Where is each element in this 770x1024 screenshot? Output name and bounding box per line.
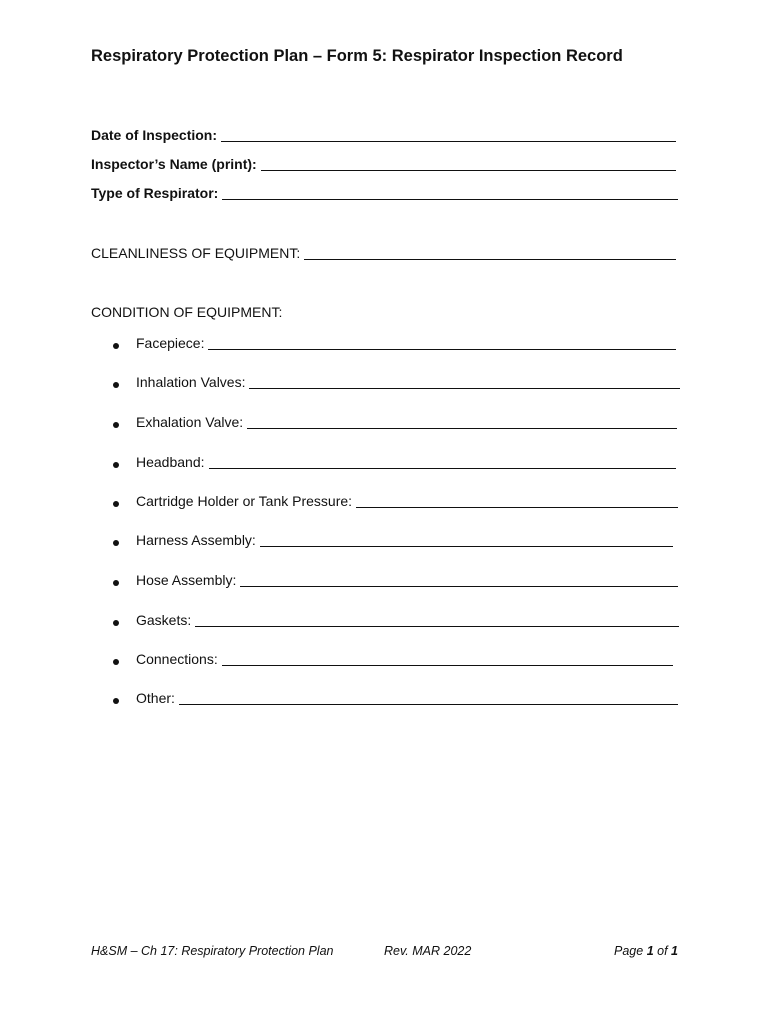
bullet-icon xyxy=(113,343,119,349)
condition-item-facepiece[interactable] xyxy=(136,332,676,352)
footer-page-number xyxy=(614,944,678,958)
footer-revision: Rev. MAR 2022 xyxy=(384,944,472,958)
date-of-inspection-line[interactable] xyxy=(221,127,676,142)
bullet-icon xyxy=(113,620,119,626)
footer-page-current: 1 xyxy=(646,944,654,958)
condition-item-line[interactable] xyxy=(195,612,679,627)
condition-item-line[interactable] xyxy=(179,690,678,705)
bullet-icon xyxy=(113,698,119,704)
date-of-inspection-field[interactable] xyxy=(91,124,676,144)
inspector-name-label: Inspector’s Name (print): xyxy=(91,156,257,172)
inspector-name-field[interactable] xyxy=(91,153,676,173)
respirator-type-line[interactable] xyxy=(222,185,678,200)
cleanliness-label: CLEANLINESS OF EQUIPMENT: xyxy=(91,245,301,261)
condition-item-label: Facepiece: xyxy=(136,335,205,351)
condition-item-inhalation-valves[interactable] xyxy=(136,371,680,391)
condition-item-harness-assembly[interactable] xyxy=(136,529,673,549)
condition-item-label: Headband: xyxy=(136,454,205,470)
footer-page-total: 1 xyxy=(671,944,678,958)
condition-item-label: Connections: xyxy=(136,651,218,667)
condition-item-label: Gaskets: xyxy=(136,612,192,628)
condition-heading: CONDITION OF EQUIPMENT: xyxy=(91,304,283,320)
condition-item-label: Harness Assembly: xyxy=(136,532,256,548)
condition-item-label: Exhalation Valve: xyxy=(136,414,244,430)
condition-item-line[interactable] xyxy=(247,414,677,429)
condition-item-line[interactable] xyxy=(240,572,678,587)
footer-page-word: Page xyxy=(614,944,644,958)
bullet-icon xyxy=(113,540,119,546)
bullet-icon xyxy=(113,462,119,468)
condition-item-other[interactable] xyxy=(136,687,678,707)
condition-item-line[interactable] xyxy=(222,651,673,666)
form-title: Respiratory Protection Plan – Form 5: Respirator Inspection Record xyxy=(91,47,623,65)
bullet-icon xyxy=(113,501,119,507)
condition-item-label: Inhalation Valves: xyxy=(136,374,246,390)
footer-chapter: H&SM – Ch 17: Respiratory Protection Plan xyxy=(91,944,334,958)
condition-heading-row xyxy=(91,301,286,321)
condition-item-hose-assembly[interactable] xyxy=(136,569,678,589)
condition-item-line[interactable] xyxy=(260,532,673,547)
date-of-inspection-label: Date of Inspection: xyxy=(91,127,218,143)
condition-item-label: Hose Assembly: xyxy=(136,572,237,588)
condition-item-line[interactable] xyxy=(356,493,678,508)
bullet-icon xyxy=(113,580,119,586)
condition-item-headband[interactable] xyxy=(136,451,676,471)
inspector-name-line[interactable] xyxy=(261,156,676,171)
bullet-icon xyxy=(113,659,119,665)
condition-item-cartridge-holder[interactable] xyxy=(136,490,678,510)
bullet-icon xyxy=(113,422,119,428)
respirator-type-field[interactable] xyxy=(91,182,678,202)
condition-item-gaskets[interactable] xyxy=(136,609,679,629)
cleanliness-line[interactable] xyxy=(304,245,676,260)
condition-item-label: Cartridge Holder or Tank Pressure: xyxy=(136,493,353,509)
condition-item-line[interactable] xyxy=(209,454,676,469)
condition-item-line[interactable] xyxy=(208,335,676,350)
respirator-type-label: Type of Respirator: xyxy=(91,185,219,201)
bullet-icon xyxy=(113,382,119,388)
condition-item-line[interactable] xyxy=(249,374,680,389)
condition-item-connections[interactable] xyxy=(136,648,673,668)
condition-item-exhalation-valve[interactable] xyxy=(136,411,677,431)
footer-page-of: of xyxy=(657,944,668,958)
cleanliness-field[interactable] xyxy=(91,242,676,262)
condition-item-label: Other: xyxy=(136,690,175,706)
